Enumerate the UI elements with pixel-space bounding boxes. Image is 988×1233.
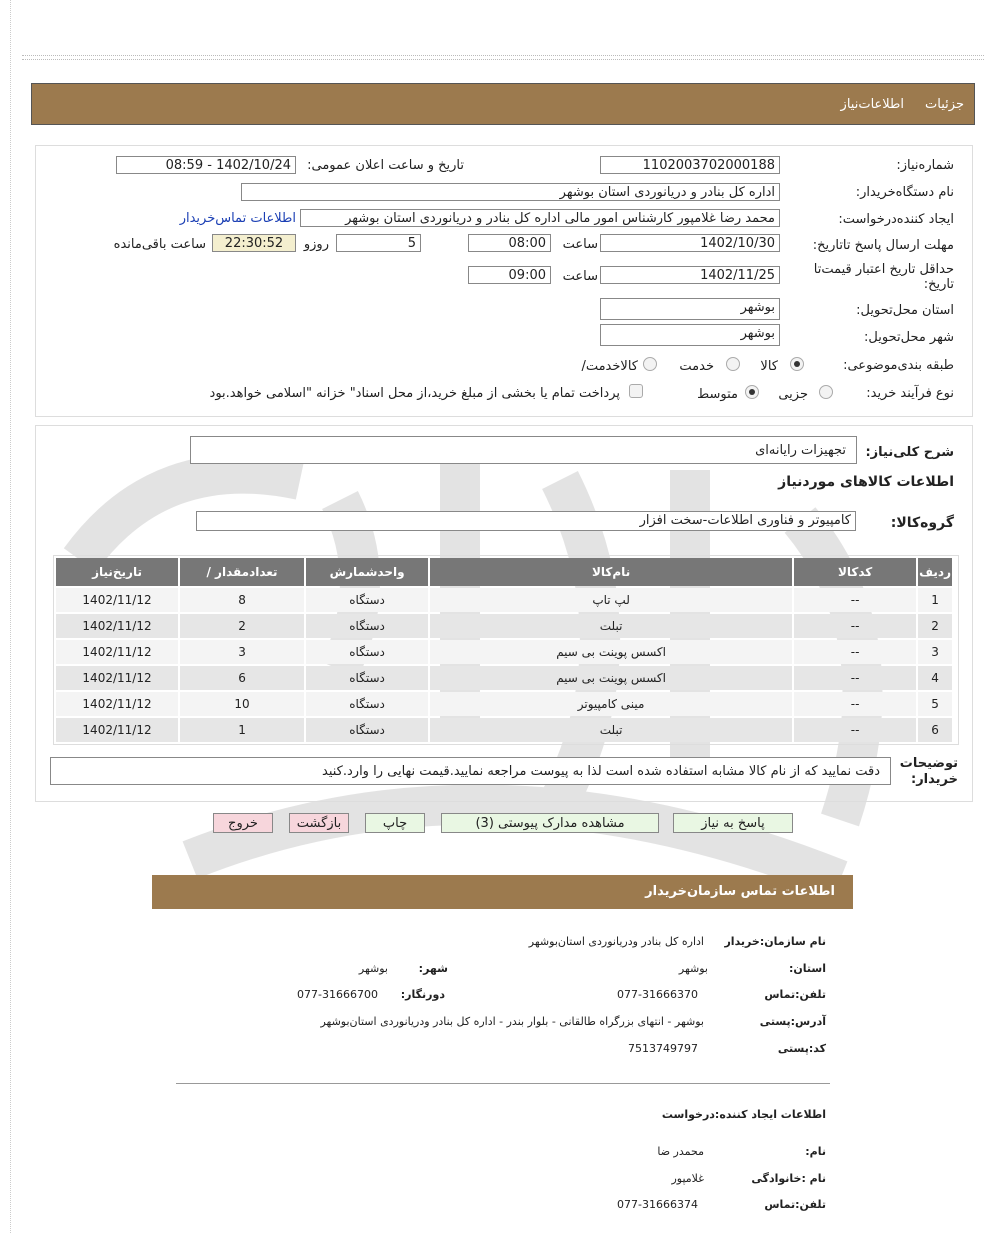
description-label: شرح کلی‌نیاز:	[865, 445, 954, 460]
creator-field: محمد رضا غلامپور کارشناس امور مالی اداره کل بنادر و دریانوردی استان بوشهر	[300, 209, 780, 227]
back-button[interactable]: بازگشت	[289, 813, 349, 833]
cell-unit: دستگاه	[306, 614, 428, 638]
treasury-payment-checkbox[interactable]	[629, 384, 643, 398]
province-label: استان محل‌تحویل:	[856, 303, 954, 318]
cell-qty: 8	[180, 588, 304, 612]
city-label: شهر محل‌تحویل:	[864, 330, 954, 345]
cell-qty: 1	[180, 718, 304, 742]
deadline-label: مهلت ارسال پاسخ تا‌تاریخ:	[812, 238, 954, 253]
table-row	[56, 588, 952, 612]
page-left-border	[10, 0, 11, 1233]
cell-date: 1402/11/12	[56, 718, 178, 742]
table-header-row	[56, 558, 952, 586]
postal-code-label: کد:پستی	[777, 1042, 826, 1055]
postal-code-value: 7513749797	[628, 1042, 698, 1055]
deadline-date-field: 1402/10/30	[600, 234, 780, 252]
goods-section-title: اطلاعات کالاهای موردنیاز	[778, 474, 954, 490]
cell-date: 1402/11/12	[56, 640, 178, 664]
requester-family-value: غلامپور	[671, 1172, 704, 1185]
remaining-time-field: 22:30:52	[212, 234, 296, 252]
cell-name: تبلت	[430, 718, 792, 742]
cell-qty: 6	[180, 666, 304, 690]
col-qty: تعداد‌مقدار /	[180, 558, 304, 586]
cell-row: 6	[918, 718, 952, 742]
requester-phone-label: تلفن:تماس	[764, 1198, 826, 1211]
print-button[interactable]: چاپ	[365, 813, 425, 833]
exit-button[interactable]: خروج	[213, 813, 273, 833]
cell-name: اکسس پوینت بی سیم	[430, 640, 792, 664]
fax-value: 077-31666700	[297, 988, 378, 1001]
buyer-notes-label: توضیحات خریدار:	[899, 756, 958, 787]
section-divider	[176, 1083, 830, 1084]
cell-unit: دستگاه	[306, 588, 428, 612]
process-medium-label: متوسط	[697, 387, 738, 402]
cell-code: --	[794, 692, 916, 716]
cell-qty: 10	[180, 692, 304, 716]
cell-name: اکسس پوینت بی سیم	[430, 666, 792, 690]
phone-value: 077-31666370	[617, 988, 698, 1001]
goods-group-label: گروه‌کالا:	[890, 515, 954, 531]
cell-row: 5	[918, 692, 952, 716]
requester-phone-value: 077-31666374	[617, 1198, 698, 1211]
validity-date-field: 1402/11/25	[600, 266, 780, 284]
cell-code: --	[794, 640, 916, 664]
cell-name: تبلت	[430, 614, 792, 638]
requester-name-label: نام:	[805, 1145, 826, 1158]
buyer-contact-link[interactable]: اطلاعات تماس‌خریدار	[179, 211, 296, 226]
validity-time-label: ساعت	[562, 269, 598, 284]
need-number-field: 1102003702000188	[600, 156, 780, 174]
cell-qty: 2	[180, 614, 304, 638]
process-small-label: جزیی	[778, 387, 808, 402]
province-contact-value: بوشهر	[678, 962, 708, 975]
tab-need-info[interactable]: اطلاعات‌نیاز	[840, 97, 904, 112]
category-both-radio[interactable]	[643, 357, 657, 371]
category-service-radio[interactable]	[726, 357, 740, 371]
validity-time-field: 09:00	[468, 266, 551, 284]
address-label: آدرس:پستی	[759, 1015, 826, 1028]
cell-code: --	[794, 666, 916, 690]
deadline-time-label: ساعت	[562, 237, 598, 252]
city-contact-value: بوشهر	[358, 962, 388, 975]
announce-field: 1402/10/24 - 08:59	[116, 156, 296, 174]
days-field: 5	[336, 234, 421, 252]
contact-section-header	[152, 875, 853, 909]
cell-row: 2	[918, 614, 952, 638]
goods-table	[54, 556, 954, 744]
cell-date: 1402/11/12	[56, 666, 178, 690]
cell-date: 1402/11/12	[56, 692, 178, 716]
description-field: تجهیزات رایانه‌ای	[190, 436, 857, 464]
buyer-label: نام دستگاه‌خریدار:	[855, 185, 954, 200]
fax-label: دورنگار:	[400, 988, 445, 1001]
col-unit: واحدشمارش	[306, 558, 428, 586]
table-row	[56, 640, 952, 664]
address-value: بوشهر - انتهای بزرگراه طالقانی - بلوار بندر - اداره کل بنادر ودریانوردی استان‌بوشهر	[320, 1015, 704, 1028]
goods-group-field: کامپیوتر و فناوری اطلاعات-سخت افزار	[196, 511, 856, 531]
cell-unit: دستگاه	[306, 692, 428, 716]
category-both-label: کالا‌خدمت/	[581, 359, 638, 374]
city-field: بوشهر	[600, 324, 780, 346]
table-row	[56, 718, 952, 742]
category-label: طبقه بندی‌موضوعی:	[843, 358, 954, 373]
cell-unit: دستگاه	[306, 718, 428, 742]
cell-row: 1	[918, 588, 952, 612]
creator-label: ایجاد کننده‌درخواست:	[838, 212, 954, 227]
table-row	[56, 666, 952, 690]
cell-name: مینی کامپیوتر	[430, 692, 792, 716]
org-label: نام سازمان:خریدار	[724, 935, 826, 948]
phone-label: تلفن:تماس	[764, 988, 826, 1001]
cell-code: --	[794, 718, 916, 742]
treasury-payment-label: پرداخت تمام یا بخشی از مبلغ خرید،از محل اسناد" خزانه "اسلامی خواهد.بود	[209, 386, 620, 401]
process-small-radio[interactable]	[819, 385, 833, 399]
process-medium-radio[interactable]	[745, 385, 759, 399]
col-code: کدکالا	[794, 558, 916, 586]
buyer-field: اداره کل بنادر و دریانوردی استان بوشهر	[241, 183, 780, 201]
cell-unit: دستگاه	[306, 640, 428, 664]
category-goods-radio[interactable]	[790, 357, 804, 371]
cell-unit: دستگاه	[306, 666, 428, 690]
remaining-label: ساعت باقی‌مانده	[113, 237, 206, 252]
deadline-time-field: 08:00	[468, 234, 551, 252]
cell-date: 1402/11/12	[56, 614, 178, 638]
attachments-button[interactable]: مشاهده مدارک پیوستی (3)	[441, 813, 659, 833]
buyer-notes-field: دقت نمایید که از نام کالا مشابه استفاده شده است لذا به پیوست مراجعه نمایید.قیمت نهایی را وارد.کنید	[50, 757, 891, 785]
announce-label: تاریخ و ساعت اعلان عمومی:	[307, 158, 464, 173]
need-number-label: شماره‌نیاز:	[896, 158, 954, 173]
col-name: نام‌کالا	[430, 558, 792, 586]
requester-title: اطلاعات ایجاد کننده:درخواست	[661, 1108, 826, 1121]
reply-button[interactable]: پاسخ به نیاز	[673, 813, 793, 833]
validity-label: حداقل تاریخ اعتبار قیمت‌تا تاریخ:	[813, 262, 954, 292]
top-divider	[22, 55, 984, 60]
table-row	[56, 692, 952, 716]
cell-row: 3	[918, 640, 952, 664]
tab-details[interactable]: جزئیات	[925, 97, 964, 112]
category-goods-label: کالا	[760, 359, 778, 374]
cell-name: لپ تاپ	[430, 588, 792, 612]
org-value: اداره کل بنادر ودریانوردی استان‌بوشهر	[528, 935, 704, 948]
table-row	[56, 614, 952, 638]
col-row: ردیف	[918, 558, 952, 586]
requester-family-label: نام :خانوادگی	[751, 1172, 826, 1185]
requester-name-value: محمدر ضا	[657, 1145, 704, 1158]
cell-date: 1402/11/12	[56, 588, 178, 612]
process-label: نوع فرآیند خرید:	[866, 386, 954, 401]
cell-code: --	[794, 588, 916, 612]
cell-qty: 3	[180, 640, 304, 664]
category-service-label: خدمت	[679, 359, 714, 374]
col-date: تاریخ‌نیاز	[56, 558, 178, 586]
cell-code: --	[794, 614, 916, 638]
cell-row: 4	[918, 666, 952, 690]
contact-section-title: اطلاعات تماس سازمان‌خریدار	[645, 884, 835, 899]
goods-table-wrapper	[53, 555, 959, 745]
province-field: بوشهر	[600, 298, 780, 320]
province-contact-label: استان:	[789, 962, 826, 975]
days-label: روزو	[303, 237, 329, 252]
city-contact-label: شهر:	[418, 962, 448, 975]
page-header-bar	[31, 83, 975, 125]
